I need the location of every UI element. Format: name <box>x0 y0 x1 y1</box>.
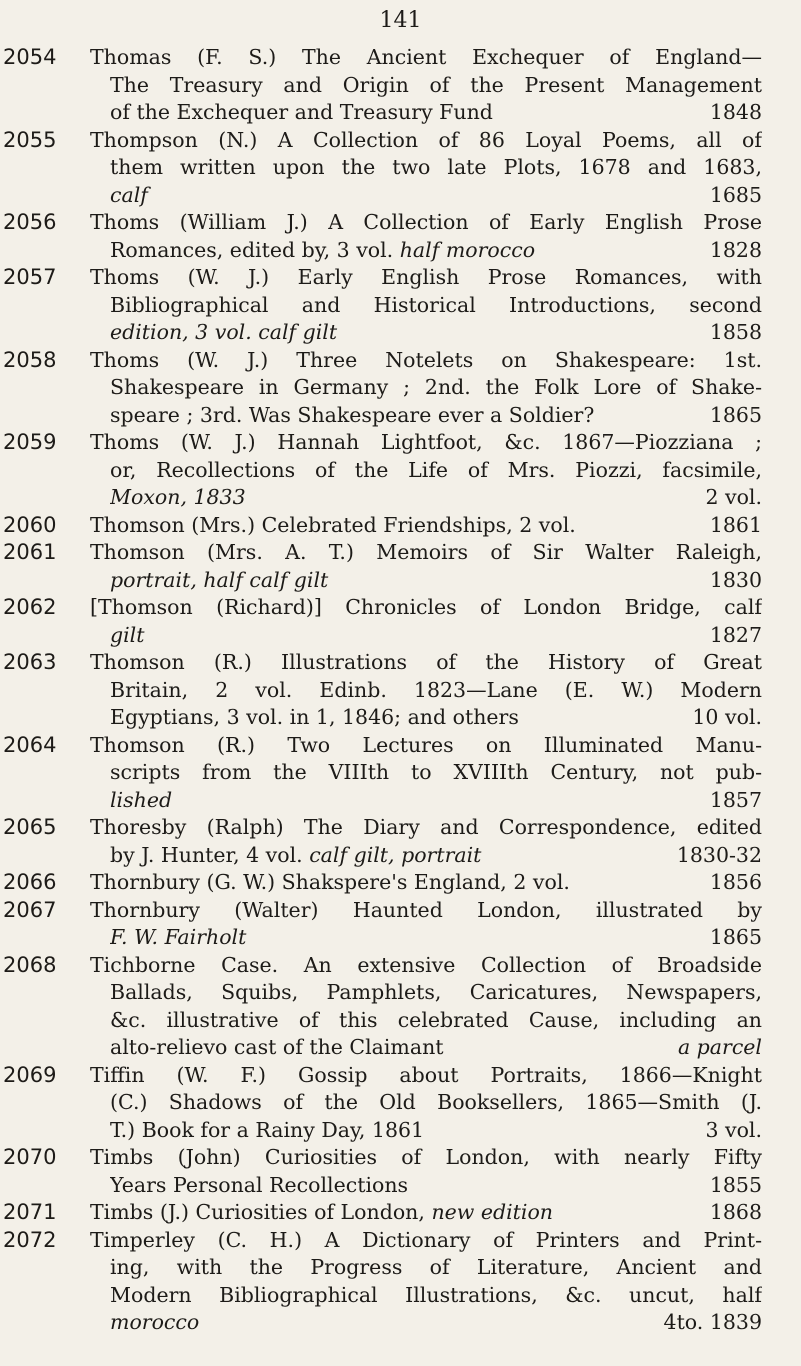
catalog-entry <box>0 539 801 594</box>
lot-number: 2061 <box>3 540 57 564</box>
entry-italic: half morocco <box>399 237 536 262</box>
entry-date: 1685 <box>709 182 762 207</box>
catalog-entry <box>0 732 801 815</box>
lot-number: 2072 <box>3 1227 57 1252</box>
entry-last-line <box>110 787 762 815</box>
entry-last-line <box>110 99 762 127</box>
lot-number: 2058 <box>3 347 57 372</box>
entry-line: Modern Bibliographical Illustrations, &c. uncut, half <box>110 1282 762 1307</box>
entry-italic: portrait, half calf gilt <box>110 567 329 592</box>
entry-text: alto-relievo cast of the Claimant <box>110 1035 444 1059</box>
entry-line: Britain, 2 vol. Edinb. 1823—Lane (E. W.) Modern <box>110 677 762 702</box>
entry-line: Thoms (W. J.) Three Notelets on Shakespeare: 1st. <box>90 347 762 372</box>
entry-date: 1830-32 <box>676 842 762 867</box>
lot-number: 2060 <box>3 512 57 537</box>
entry-line: Thornbury (Walter) Haunted London, illustrated by <box>90 897 762 922</box>
entry-date: 1828 <box>709 237 762 262</box>
entry-date: 10 vol. <box>692 705 762 729</box>
catalog-entry <box>0 952 801 1062</box>
entry-line: Thoms (William J.) A Collection of Early English Prose <box>90 210 762 234</box>
entry-line: The Treasury and Origin of the Present Management <box>110 72 762 97</box>
entry-date: a parcel <box>677 1035 762 1059</box>
entry-last-line <box>110 182 762 210</box>
entry-italic: morocco <box>110 1310 200 1334</box>
entry-date: 1848 <box>709 100 762 124</box>
entry-date: 1861 <box>709 512 762 537</box>
entry-last-line <box>110 484 762 512</box>
catalog-entry <box>0 127 801 210</box>
lot-number: 2069 <box>3 1062 57 1087</box>
entry-italic: calf gilt, portrait <box>309 842 482 867</box>
entry-line: Thomas (F. S.) The Ancient Exchequer of England— <box>90 45 762 69</box>
catalog-entry <box>0 649 801 732</box>
entry-italic: F. W. Fairholt <box>110 925 247 949</box>
entry-italic: Moxon, 1833 <box>110 485 246 509</box>
entry-line: Timperley (C. H.) A Dictionary of Printers and Print- <box>90 1227 762 1252</box>
catalog-entry <box>0 1227 801 1337</box>
lot-number: 2070 <box>3 1145 57 1169</box>
entry-line: Tiffin (W. F.) Gossip about Portraits, 1866—Knight <box>90 1062 762 1087</box>
entry-last-line <box>110 1117 762 1145</box>
entry-line: Thomson (R.) Two Lectures on Illuminated Manu- <box>90 732 762 757</box>
entry-line: Thoresby (Ralph) The Diary and Correspondence, edited <box>90 815 762 839</box>
catalog-entry <box>0 869 801 897</box>
entry-line: or, Recollections of the Life of Mrs. Piozzi, facsimile, <box>110 457 762 482</box>
catalog-list <box>0 44 801 1337</box>
entry-date: 3 vol. <box>705 1117 762 1142</box>
entry-italic: lished <box>110 787 173 812</box>
entry-date: 1856 <box>709 870 762 894</box>
entry-last-line <box>110 319 762 347</box>
entry-text: Egyptians, 3 vol. in 1, 1846; and others <box>110 705 519 729</box>
catalog-entry <box>0 264 801 347</box>
lot-number: 2063 <box>3 650 57 674</box>
entry-italic: edition, 3 vol. calf gilt <box>110 320 338 344</box>
entry-italic: gilt <box>110 622 145 647</box>
entry-line: Thoms (W. J.) Early English Prose Romances, with <box>90 265 762 289</box>
entry-last-line <box>110 402 762 430</box>
catalog-entry <box>0 1062 801 1145</box>
entry-line: them written upon the two late Plots, 1678 and 1683, <box>110 155 762 179</box>
entry-line: Tichborne Case. An extensive Collection of Broadside <box>90 952 762 977</box>
entry-line: &c. illustrative of this celebrated Cause, including an <box>110 1007 762 1032</box>
entry-last-line <box>110 1034 762 1062</box>
entry-date: 1858 <box>709 320 762 344</box>
entry-last-line <box>110 842 762 870</box>
entry-text: speare ; 3rd. Was Shakespeare ever a Soldier? <box>110 402 595 427</box>
lot-number: 2062 <box>3 595 57 619</box>
page-number: 141 <box>379 8 422 33</box>
lot-number: 2055 <box>3 127 57 152</box>
lot-number: 2059 <box>3 430 57 454</box>
catalog-entry <box>0 594 801 649</box>
lot-number: 2067 <box>3 897 57 922</box>
entry-line: scripts from the VIIIth to XVIIIth Century, not pub- <box>110 760 762 784</box>
catalog-entry <box>0 44 801 127</box>
entry-line: ing, with the Progress of Literature, Ancient and <box>110 1255 762 1279</box>
catalog-entry <box>0 347 801 430</box>
entry-date: 1830 <box>709 567 762 592</box>
lot-number: 2054 <box>3 45 57 69</box>
entry-date: 4to. 1839 <box>663 1310 762 1334</box>
catalog-entry <box>0 429 801 512</box>
lot-number: 2064 <box>3 732 57 757</box>
entry-last-line <box>90 869 762 897</box>
entry-line: Thomson (R.) Illustrations of the History of Great <box>90 650 762 674</box>
entry-date: 1865 <box>709 402 762 427</box>
catalog-entry <box>0 512 801 540</box>
catalog-entry <box>0 1144 801 1199</box>
entry-italic: calf <box>110 182 148 207</box>
entry-italic: new edition <box>431 1200 553 1224</box>
entry-line: Shakespeare in Germany ; 2nd. the Folk Lore of Shake- <box>110 375 762 399</box>
entry-line: Bibliographical and Historical Introductions, second <box>110 292 762 317</box>
entry-last-line <box>110 622 762 650</box>
lot-number: 2057 <box>3 265 57 289</box>
entry-date: 1855 <box>709 1172 762 1197</box>
entry-date: 1857 <box>709 787 762 812</box>
lot-number: 2056 <box>3 210 57 234</box>
entry-last-line <box>110 704 762 732</box>
entry-text: of the Exchequer and Treasury Fund <box>110 100 493 124</box>
entry-text: Romances, edited by, 3 vol. <box>110 237 394 262</box>
entry-text: Years Personal Recollections <box>110 1172 409 1197</box>
entry-line: (C.) Shadows of the Old Booksellers, 1865—Smith (J. <box>110 1090 762 1114</box>
entry-last-line <box>110 924 762 952</box>
entry-text: by J. Hunter, 4 vol. <box>110 842 303 867</box>
entry-text: Thomson (Mrs.) Celebrated Friendships, 2 vol. <box>90 512 576 537</box>
entry-line: Thompson (N.) A Collection of 86 Loyal Poems, all of <box>90 127 762 152</box>
catalog-entry <box>0 1199 801 1227</box>
entry-last-line <box>110 1309 762 1337</box>
entry-line: Ballads, Squibs, Pamphlets, Caricatures, Newspapers, <box>110 980 762 1004</box>
catalog-entry <box>0 814 801 869</box>
entry-line: [Thomson (Richard)] Chronicles of London Bridge, calf <box>90 595 762 619</box>
entry-text: Timbs (J.) Curiosities of London, <box>90 1200 425 1224</box>
entry-last-line <box>90 512 762 540</box>
lot-number: 2068 <box>3 952 57 977</box>
entry-line: Thoms (W. J.) Hannah Lightfoot, &c. 1867—Piozziana ; <box>90 430 762 454</box>
entry-last-line <box>110 1172 762 1200</box>
entry-date: 1865 <box>709 925 762 949</box>
lot-number: 2071 <box>3 1200 57 1224</box>
lot-number: 2065 <box>3 815 57 839</box>
entry-date: 1868 <box>709 1200 762 1224</box>
entry-last-line <box>110 567 762 595</box>
entry-text: T.) Book for a Rainy Day, 1861 <box>110 1117 425 1142</box>
entry-last-line <box>110 237 762 265</box>
lot-number: 2066 <box>3 870 57 894</box>
entry-date: 2 vol. <box>705 485 762 509</box>
entry-last-line <box>90 1199 762 1227</box>
catalog-entry <box>0 897 801 952</box>
entry-line: Thomson (Mrs. A. T.) Memoirs of Sir Walter Raleigh, <box>90 540 762 564</box>
entry-date: 1827 <box>709 622 762 647</box>
entry-text: Thornbury (G. W.) Shakspere's England, 2 vol. <box>90 870 570 894</box>
catalog-entry <box>0 209 801 264</box>
entry-line: Timbs (John) Curiosities of London, with nearly Fifty <box>90 1145 762 1169</box>
